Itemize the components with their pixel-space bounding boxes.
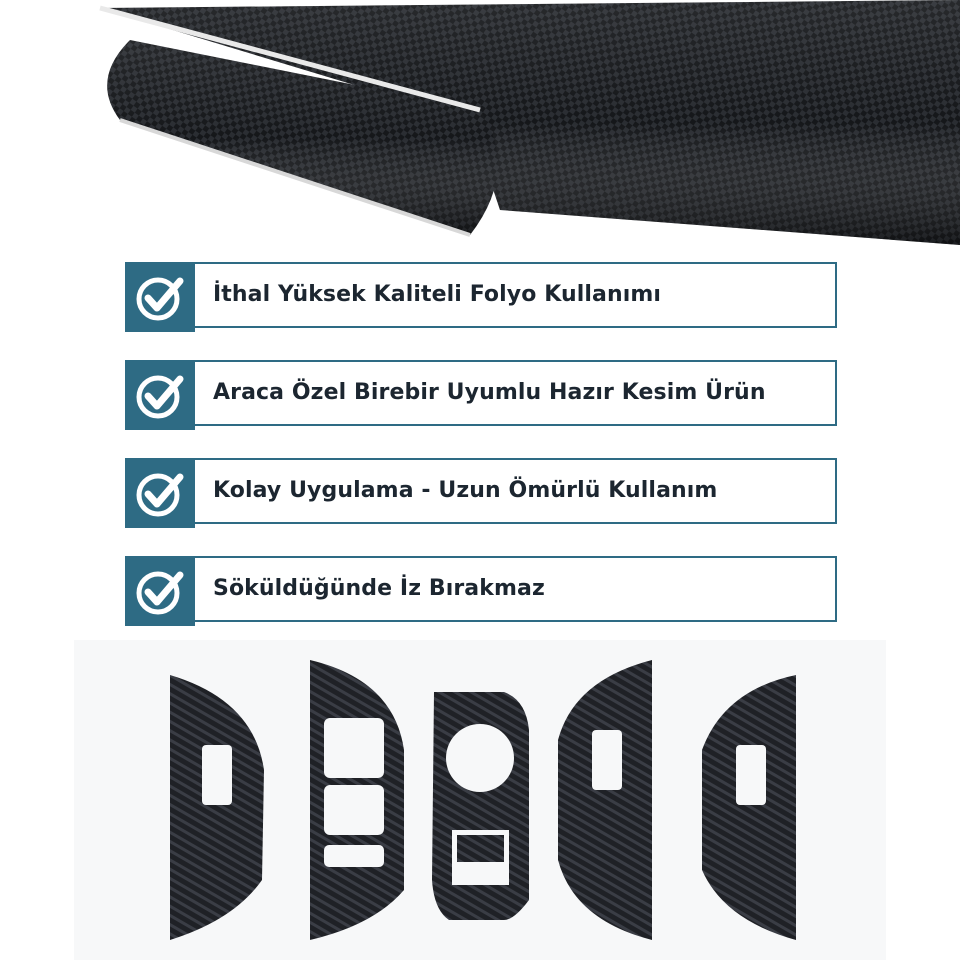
feature-label: Araca Özel Birebir Uyumlu Hazır Kesim Ürün (213, 380, 766, 405)
panel-5 (702, 675, 796, 940)
panel-1 (170, 675, 264, 940)
feature-item (125, 556, 837, 622)
feature-label: İthal Yüksek Kaliteli Folyo Kullanımı (213, 282, 662, 307)
feature-label: Kolay Uygulama - Uzun Ömürlü Kullanım (213, 478, 718, 503)
feature-item (125, 360, 837, 426)
feature-label: Söküldüğünde İz Bırakmaz (213, 576, 545, 601)
check-circle-icon (125, 360, 195, 430)
panel-3 (432, 692, 529, 920)
feature-list (125, 262, 837, 654)
check-circle-icon (125, 458, 195, 528)
panel-4 (558, 660, 652, 940)
check-circle-icon (125, 556, 195, 626)
feature-item (125, 262, 837, 328)
window-switch-panels-image (74, 640, 886, 960)
check-circle-icon (125, 262, 195, 332)
carbon-fiber-roll-image (0, 0, 960, 250)
feature-item (125, 458, 837, 524)
panel-2 (310, 660, 404, 940)
